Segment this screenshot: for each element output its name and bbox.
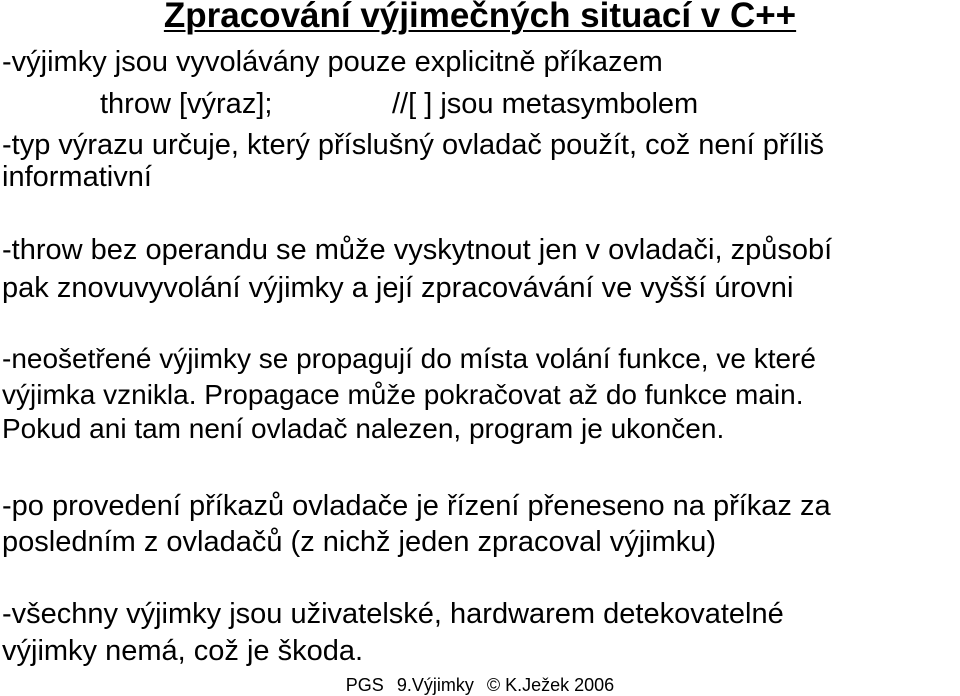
text-line-12: -všechny výjimky jsou uživatelské, hardwarem detekovatelné — [2, 598, 784, 630]
text-line-5: -throw bez operandu se může vyskytnout jen v ovladači, způsobí — [2, 234, 833, 266]
text-line-6: pak znovuvyvolání výjimky a její zpracovávání ve vyšší úrovni — [2, 272, 794, 304]
text-line-4: informativní — [2, 161, 152, 193]
footer-copyright: © K.Ježek 2006 — [486, 675, 615, 695]
slide-title: Zpracování výjimečných situací v C++ — [163, 0, 797, 35]
slide-footer — [0, 674, 960, 696]
text-line-11: posledním z ovladačů (z nichž jeden zpracoval výjimku) — [2, 526, 717, 558]
text-line-9: Pokud ani tam není ovladač nalezen, program je ukončen. — [2, 413, 725, 444]
text-line-7: -neošetřené výjimky se propagují do místa volání funkce, ve které — [2, 343, 816, 374]
text-line-8: výjimka vznikla. Propagace může pokračovat až do funkce main. — [2, 379, 804, 410]
footer-lecture: 9.Výjimky — [396, 675, 474, 695]
code-line-throw: throw [výraz]; — [100, 88, 273, 120]
code-comment: //[ ] jsou metasymbolem — [392, 88, 699, 120]
text-line-1: -výjimky jsou vyvolávány pouze explicitně příkazem — [2, 46, 663, 78]
text-line-10: -po provedení příkazů ovladače je řízení přeneseno na příkaz za — [2, 490, 831, 522]
footer-course: PGS — [345, 675, 384, 695]
text-line-3: -typ výrazu určuje, který příslušný ovladač použít, což není příliš — [2, 129, 825, 161]
text-line-13: výjimky nemá, což je škoda. — [2, 635, 364, 667]
